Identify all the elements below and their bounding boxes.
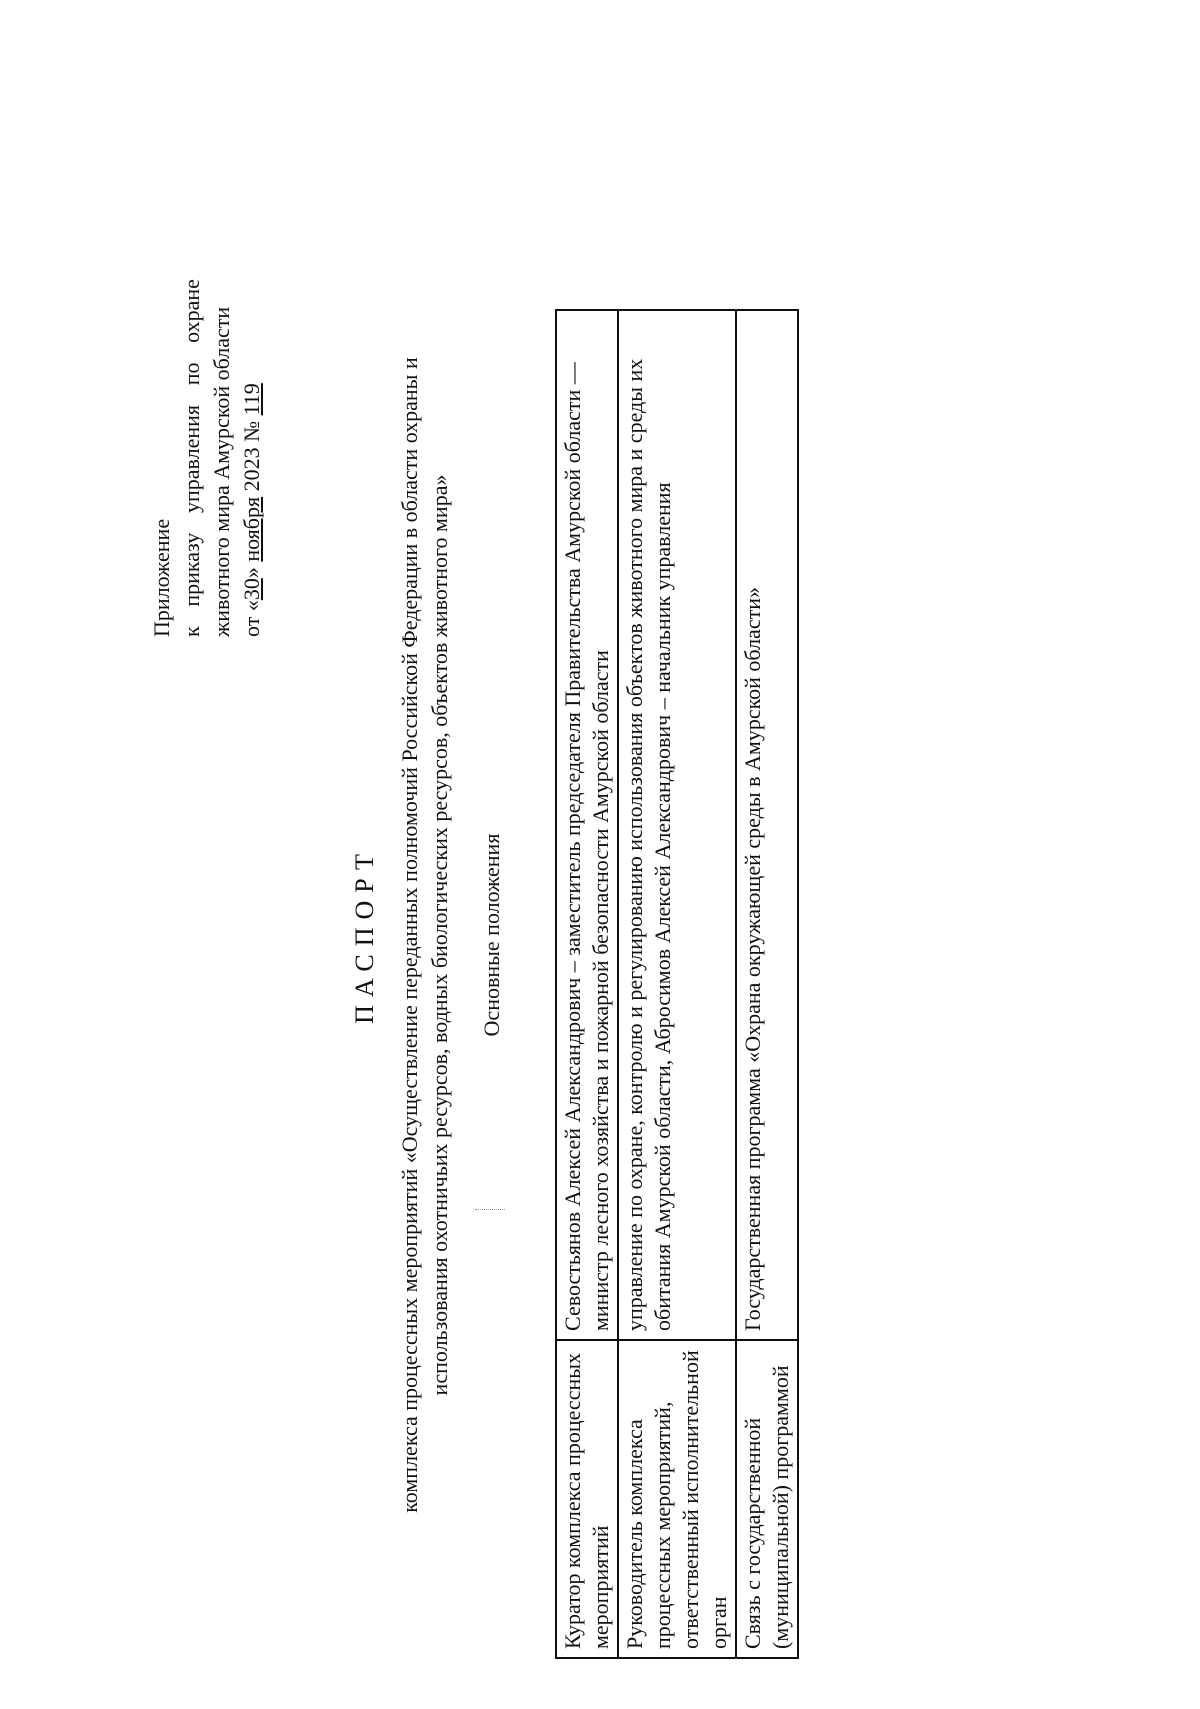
appendix-date-line [237,279,267,637]
subtitle-line: комплекса процессных мероприятий «Осуществление переданных полномочий Российской Федерации в области охраны и [397,357,422,1513]
row-value: Государственная программа «Охрана окружающей среды в Амурской области» [736,310,798,1340]
number-sign: № [239,415,264,448]
section-title: Основные положения [479,833,504,1037]
table-row [618,310,736,1658]
row-label: Связь с государственной (муниципальной) программой [736,1340,798,1658]
appendix-word: к [179,626,204,637]
table-row [556,310,618,1658]
date-mid: » [239,561,264,579]
appendix-block [147,279,267,637]
appendix-word: управления [179,404,204,514]
appendix-word: охране [179,279,204,343]
row-value: Севостьянов Алексей Александрович – заместитель председателя Правительства Амурской области — министр лесного хозяйства и пожарной безопасности Амурской области [556,310,618,1340]
table-row [736,310,798,1658]
appendix-word: приказу [179,532,204,607]
passport-subtitle [395,205,455,1665]
date-prefix: от « [239,600,264,637]
appendix-authority: животного мира Амурской области [209,306,234,637]
date-year: 2023 [239,447,264,497]
appendix-heading: Приложение [149,518,174,637]
appendix-order-line [177,279,207,637]
passport-table [555,309,799,1659]
subtitle-line: использования охотничьих ресурсов, водных биологических ресурсов, объектов животного мира» [427,474,452,1396]
row-label: Руководитель комплекса процессных мероприятий, ответственный исполнительной орган [618,1340,736,1658]
date-month: ноября [239,496,264,562]
row-value: управление по охране, контролю и регулированию использования объектов животного мира и среды их обитания Амурской области, Абросимов Алексей Александрович – начальник управления [618,310,736,1340]
document-page [145,205,925,1665]
appendix-word: по [179,362,204,386]
row-label: Куратор комплекса процессных мероприятий [556,1340,618,1658]
date-day: 30 [239,578,264,601]
order-number: 119 [239,383,264,416]
passport-title: ПАСПОРТ [350,846,379,1024]
